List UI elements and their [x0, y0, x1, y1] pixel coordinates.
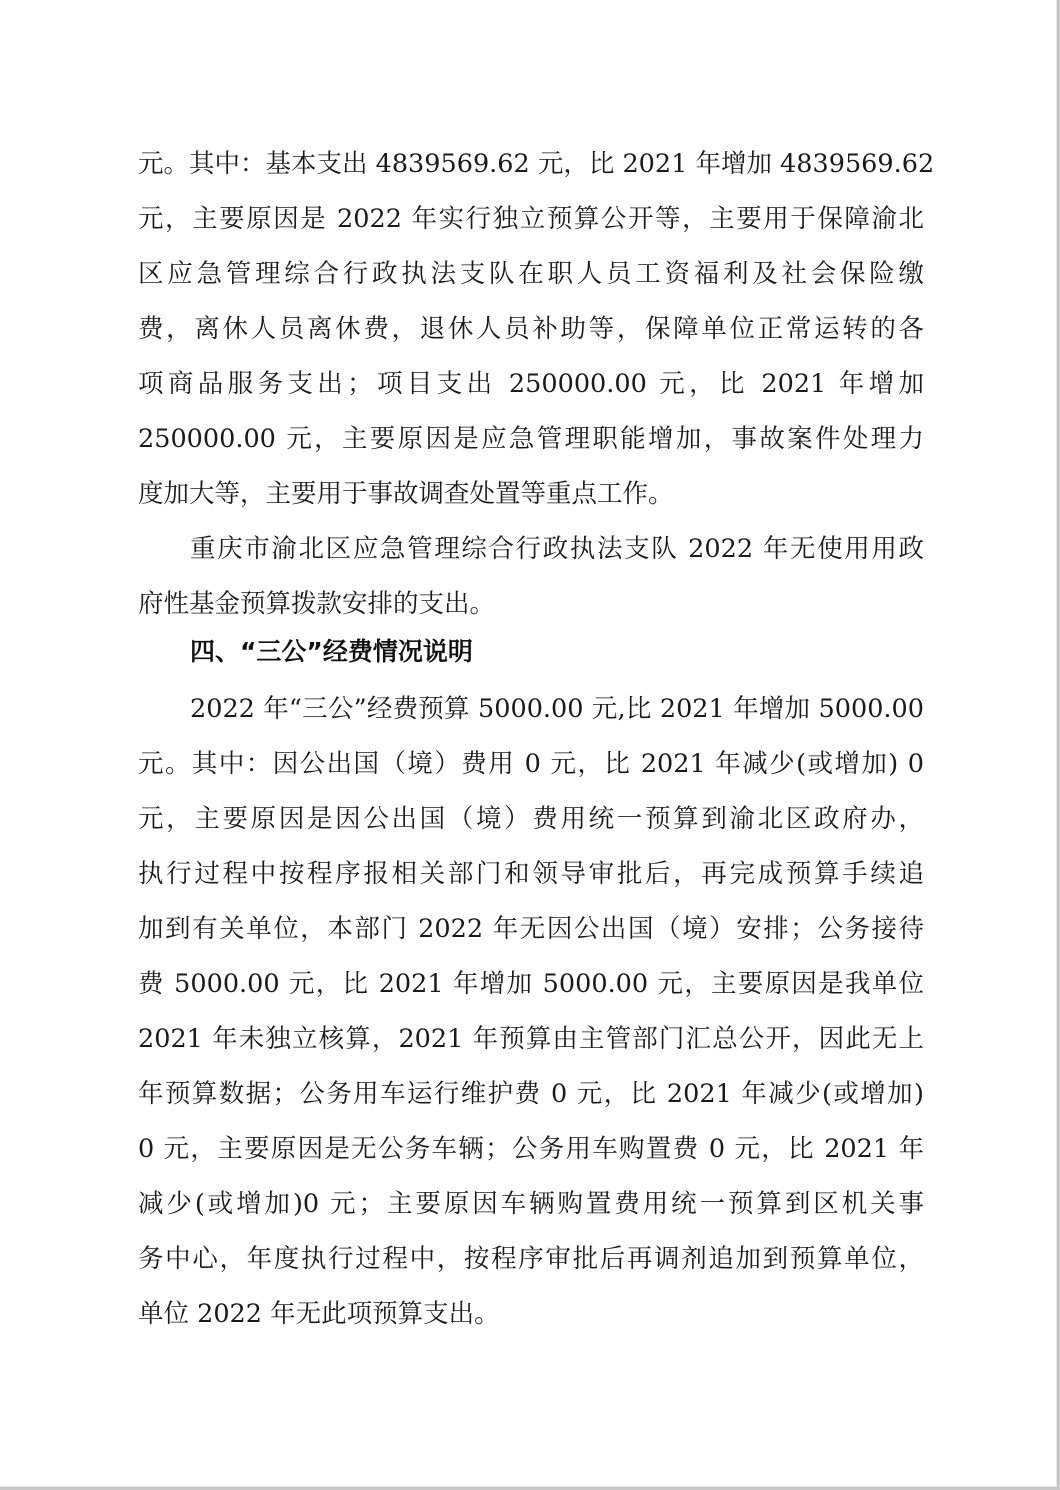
paragraph1-line-3: 区应急管理综合行政执法支队在职人员工资福利及社会保险缴 — [138, 259, 924, 289]
paragraph3-line-10: 减少(或增加)0 元；主要原因车辆购置费用统一预算到区机关事 — [138, 1189, 924, 1219]
paragraph3-line-7: 2021 年未独立核算，2021 年预算由主管部门汇总公开，因此无上 — [138, 1024, 924, 1054]
paragraph3-line-11: 务中心，年度执行过程中，按程序审批后再调剂追加到预算单位， — [138, 1244, 924, 1274]
paragraph3-line-6: 费 5000.00 元，比 2021 年增加 5000.00 元，主要原因是我单位 — [138, 969, 924, 999]
paragraph3-line-2: 元。其中：因公出国（境）费用 0 元，比 2021 年减少(或增加) 0 — [138, 749, 924, 779]
paragraph1-line-4: 费，离休人员离休费，退休人员补助等，保障单位正常运转的各 — [138, 314, 924, 344]
paragraph3-line-5: 加到有关单位，本部门 2022 年无因公出国（境）安排；公务接待 — [138, 914, 924, 944]
paragraph3-line-1: 2022 年“三公”经费预算 5000.00 元,比 2021 年增加 5000.00 — [190, 694, 924, 724]
paragraph2-line-2: 府性基金预算拨款安排的支出。 — [138, 589, 496, 619]
paragraph3-line-8: 年预算数据；公务用车运行维护费 0 元，比 2021 年减少(或增加) — [138, 1079, 924, 1109]
paragraph3-line-3: 元，主要原因是因公出国（境）费用统一预算到渝北区政府办， — [138, 804, 924, 834]
section-heading: 四、“三公”经费情况说明 — [190, 637, 473, 666]
paragraph1-line-2: 元，主要原因是 2022 年实行独立预算公开等，主要用于保障渝北 — [138, 204, 924, 234]
paragraph1-line-7: 度加大等，主要用于事故调查处置等重点工作。 — [138, 479, 674, 509]
paragraph1-line-5: 项商品服务支出；项目支出 250000.00 元，比 2021 年增加 — [138, 369, 924, 399]
paragraph3-line-12: 单位 2022 年无此项预算支出。 — [138, 1299, 500, 1329]
paragraph1-line-1: 元。其中：基本支出 4839569.62 元，比 2021 年增加 4839569.62 — [138, 149, 935, 179]
paragraph1-line-6: 250000.00 元，主要原因是应急管理职能增加，事故案件处理力 — [138, 424, 924, 454]
paragraph2-line-1: 重庆市渝北区应急管理综合行政执法支队 2022 年无使用用政 — [190, 534, 924, 564]
paragraph3-line-4: 执行过程中按程序报相关部门和领导审批后，再完成预算手续追 — [138, 859, 924, 889]
paragraph3-line-9: 0 元，主要原因是无公务车辆；公务用车购置费 0 元，比 2021 年 — [138, 1134, 924, 1164]
